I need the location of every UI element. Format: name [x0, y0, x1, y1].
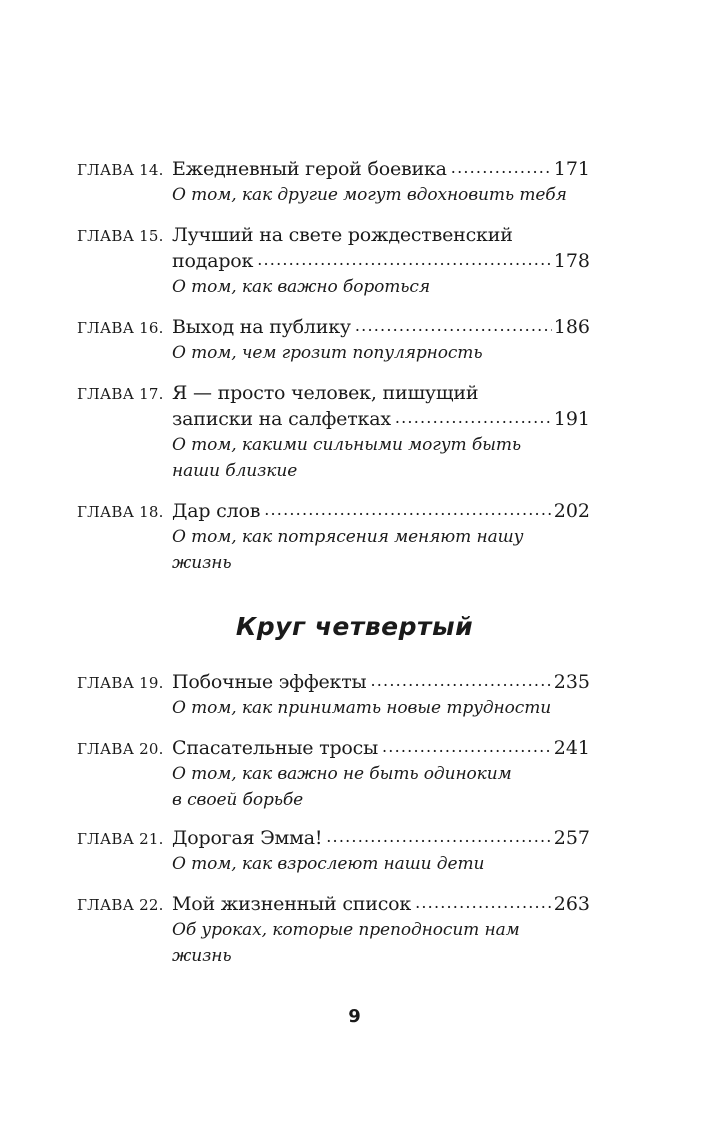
chapter-subtitle-continued: наши близкие — [172, 461, 298, 481]
chapter-label: ГЛАВА 15. — [77, 227, 164, 245]
dot-leader — [257, 247, 552, 273]
chapter-page: 257 — [553, 827, 590, 849]
toc-entry-chapter-14 — [77, 156, 590, 208]
chapter-label: ГЛАВА 17. — [77, 385, 164, 403]
dot-leader — [370, 668, 551, 694]
chapter-title: Спасательные тросы — [172, 737, 379, 759]
chapter-subtitle-continued: в своей борьбе — [172, 790, 304, 810]
chapter-subtitle-continued: жизнь — [172, 946, 232, 966]
chapter-title-continued: подарок — [172, 250, 254, 272]
chapter-label: ГЛАВА 16. — [77, 319, 164, 337]
toc-entry-chapter-17 — [77, 380, 590, 484]
chapter-subtitle-continued: жизнь — [172, 553, 232, 573]
toc-entry-chapter-22 — [77, 891, 590, 969]
chapter-label: ГЛАВА 22. — [77, 896, 164, 914]
dot-leader — [355, 313, 552, 339]
chapter-label: ГЛАВА 19. — [77, 674, 164, 692]
chapter-page: 202 — [553, 500, 590, 522]
toc-entry-chapter-15 — [77, 222, 590, 300]
chapter-page: 191 — [553, 408, 590, 430]
chapter-title-continued: записки на салфетках — [172, 408, 391, 430]
chapter-subtitle: О том, чем грозит популярность — [172, 343, 483, 363]
chapter-subtitle: О том, как важно бороться — [172, 277, 431, 297]
chapter-page: 241 — [553, 737, 590, 759]
dot-leader — [451, 155, 552, 181]
chapter-label: ГЛАВА 14. — [77, 161, 164, 179]
chapter-title: Побочные эффекты — [172, 671, 367, 693]
chapter-title: Дорогая Эмма! — [172, 827, 323, 849]
toc-entry-chapter-21 — [77, 825, 590, 877]
toc-entry-chapter-19 — [77, 669, 590, 721]
chapter-subtitle: О том, как принимать новые трудности — [172, 698, 552, 718]
chapter-title: Лучший на свете рождественский — [172, 224, 513, 246]
chapter-title: Выход на публику — [172, 316, 351, 338]
chapter-label: ГЛАВА 20. — [77, 740, 164, 758]
chapter-subtitle: О том, как другие могут вдохновить тебя — [172, 185, 567, 205]
chapter-title: Дар слов — [172, 500, 261, 522]
chapter-page: 263 — [553, 893, 590, 915]
chapter-title: Я — просто человек, пишущий — [172, 382, 479, 404]
chapter-page: 235 — [553, 671, 590, 693]
chapter-subtitle: Об уроках, которые преподносит нам — [172, 920, 520, 940]
chapter-subtitle: О том, как потрясения меняют нашу — [172, 527, 524, 547]
chapter-label: ГЛАВА 21. — [77, 830, 164, 848]
section-heading: Круг четвертый — [235, 612, 474, 641]
toc-entry-chapter-18 — [77, 498, 590, 576]
chapter-page: 186 — [553, 316, 590, 338]
dot-leader — [415, 890, 552, 916]
chapter-page: 178 — [553, 250, 590, 272]
page-number: 9 — [348, 1006, 361, 1027]
dot-leader — [326, 824, 551, 850]
dot-leader — [395, 405, 552, 431]
chapter-subtitle: О том, какими сильными могут быть — [172, 435, 522, 455]
toc-entry-chapter-20 — [77, 735, 590, 813]
chapter-title: Ежедневный герой боевика — [172, 158, 447, 180]
dot-leader — [382, 734, 552, 760]
chapter-label: ГЛАВА 18. — [77, 503, 164, 521]
chapter-subtitle: О том, как взрослеют наши дети — [172, 854, 485, 874]
chapter-page: 171 — [553, 158, 590, 180]
chapter-subtitle: О том, как важно не быть одиноким — [172, 764, 512, 784]
toc-entry-chapter-16 — [77, 314, 590, 366]
dot-leader — [264, 497, 552, 523]
chapter-title: Мой жизненный список — [172, 893, 412, 915]
